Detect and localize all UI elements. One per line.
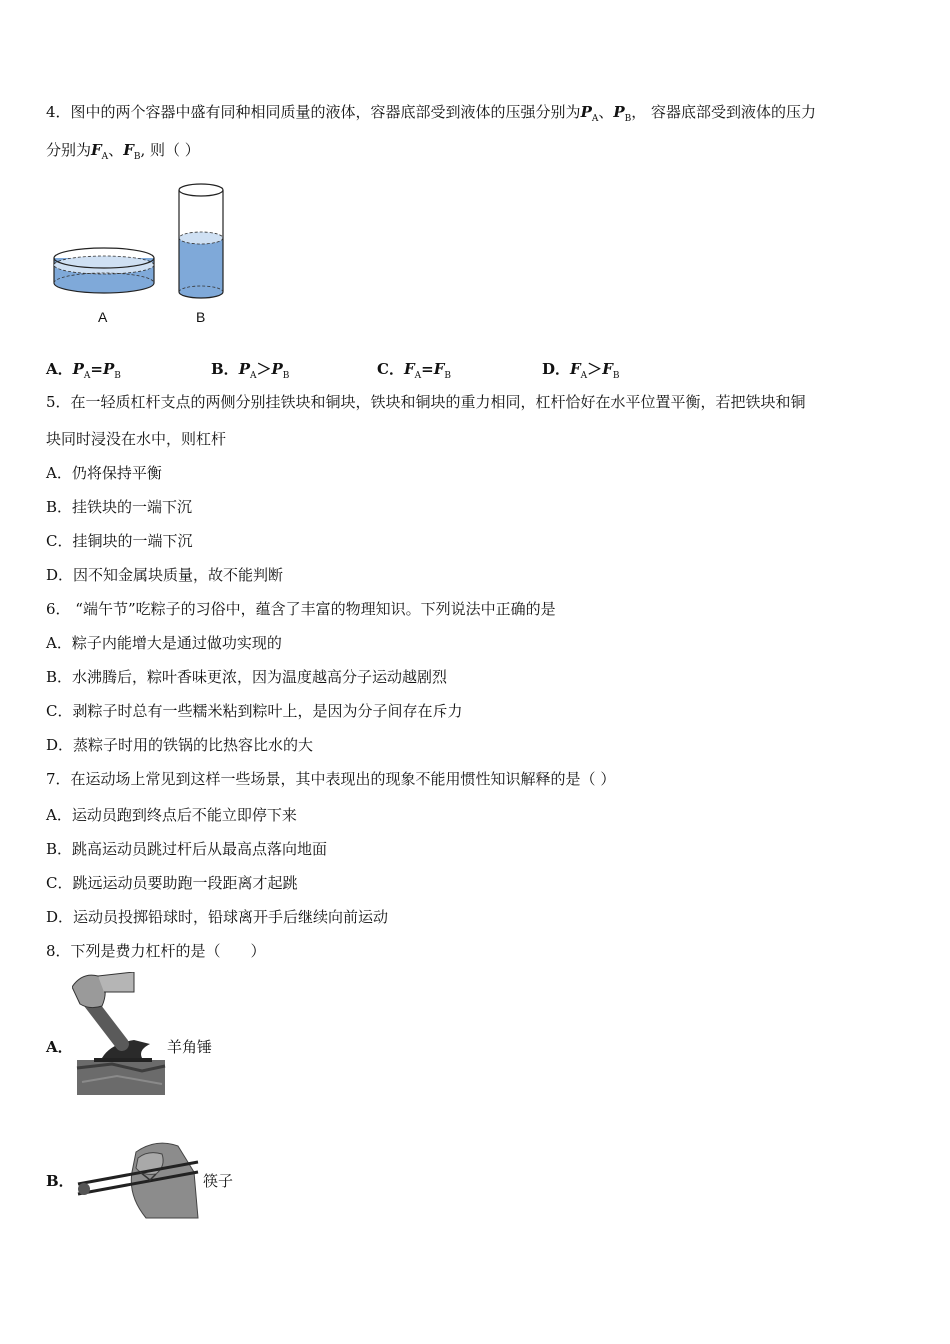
option-key: A．: [46, 360, 73, 378]
q4-option-d[interactable]: [542, 358, 619, 381]
q7-stem: 7．在运动场上常见到这样一些场景，其中表现出的现象不能用惯性知识解释的是（ ）: [46, 770, 616, 788]
q8-stem: 8．下列是费力杠杆的是（ ）: [46, 942, 266, 960]
chopsticks-caption: 筷子: [203, 1172, 234, 1190]
var-sub: B: [612, 371, 620, 381]
q4-options: [46, 358, 746, 381]
operator: =: [421, 360, 434, 378]
var: P: [271, 360, 283, 378]
container-a: [54, 248, 154, 293]
sep: 、: [598, 103, 614, 121]
fb-symbol: F: [123, 141, 134, 159]
q4-stem-line2: [46, 140, 200, 167]
pa-sub: A: [591, 114, 599, 124]
containers-figure: [48, 180, 238, 330]
q6-stem: 6． “端午节”吃粽子的习俗中，蕴含了丰富的物理知识。下列说法中正确的是: [46, 600, 556, 618]
var-sub: A: [249, 371, 257, 381]
option-key: C．: [377, 360, 404, 378]
var: F: [403, 360, 415, 378]
q8-option-a-key[interactable]: A．: [46, 1038, 73, 1056]
q6-option-d[interactable]: D．蒸粽子时用的铁锅的比热容比水的大: [46, 736, 314, 754]
var-sub: A: [83, 371, 91, 381]
q8-option-b-key[interactable]: B．: [46, 1172, 74, 1190]
container-b: [179, 184, 223, 298]
q7-option-b[interactable]: B．跳高运动员跳过杆后从最高点落向地面: [46, 840, 328, 858]
pb-symbol: P: [613, 103, 625, 121]
q7-option-d[interactable]: D．运动员投掷铅球时，铅球离开手后继续向前运动: [46, 908, 389, 926]
q5-stem-line2: 块同时浸没在水中，则杠杆: [46, 430, 227, 448]
operator: ＞: [587, 360, 603, 378]
q4-option-c[interactable]: [377, 358, 451, 381]
pb-sub: B: [624, 114, 632, 124]
var: F: [602, 360, 613, 378]
fa-symbol: F: [91, 141, 102, 159]
var-sub: B: [114, 371, 121, 381]
q6-option-b[interactable]: B．水沸腾后，粽叶香味更浓，因为温度越高分子运动越剧烈: [46, 668, 448, 686]
var-sub: B: [282, 371, 290, 381]
q5-option-d[interactable]: D．因不知金属块质量，故不能判断: [46, 566, 284, 584]
option-key: D．: [542, 360, 571, 378]
fb-sub: B: [133, 152, 141, 162]
q4-option-a[interactable]: [46, 358, 121, 381]
q4-option-b[interactable]: [211, 358, 289, 381]
q4-stem-end2: , 则（ ）: [140, 141, 200, 159]
sep: 、: [108, 141, 124, 159]
q4-stem-line1: [46, 102, 816, 129]
q6-option-a[interactable]: A．粽子内能增大是通过做功实现的: [46, 634, 282, 652]
q5-stem-line1: 5．在一轻质杠杆支点的两侧分别挂铁块和铜块，铁块和铜块的重力相同，杠杆恰好在水平位置平衡，若把铁块和铜: [46, 393, 806, 411]
claw-hammer-caption: 羊角锤: [167, 1038, 213, 1056]
chopsticks-image: [76, 1132, 200, 1220]
q4-stem-text2: 分别为: [46, 141, 92, 159]
claw-hammer-image: [72, 972, 170, 1097]
var: F: [433, 360, 445, 378]
figure-label-a: A: [98, 309, 108, 325]
figure-label-b: B: [196, 309, 206, 325]
q5-option-c[interactable]: C．挂铜块的一端下沉: [46, 532, 193, 550]
var-sub: A: [414, 371, 422, 381]
fa-sub: A: [101, 152, 109, 162]
var: P: [238, 360, 250, 378]
var: F: [570, 360, 581, 378]
q4-stem-end: ， 容器底部受到液体的压力: [631, 103, 817, 121]
q5-option-a[interactable]: A．仍将保持平衡: [46, 464, 162, 482]
q4-stem-text: 4．图中的两个容器中盛有同种相同质量的液体，容器底部受到液体的压强分别为: [46, 103, 581, 121]
var: P: [103, 360, 115, 378]
var: P: [72, 360, 84, 378]
operator: =: [90, 360, 103, 378]
q5-option-b[interactable]: B．挂铁块的一端下沉: [46, 498, 193, 516]
q6-option-c[interactable]: C．剥粽子时总有一些糯米粘到粽叶上，是因为分子间存在斥力: [46, 702, 463, 720]
option-key: B．: [211, 360, 239, 378]
q7-option-c[interactable]: C．跳远运动员要助跑一段距离才起跳: [46, 874, 298, 892]
q7-option-a[interactable]: A．运动员跑到终点后不能立即停下来: [46, 806, 297, 824]
var-sub: A: [580, 371, 588, 381]
var-sub: B: [444, 371, 451, 381]
operator: ＞: [256, 360, 272, 378]
pa-symbol: P: [580, 103, 592, 121]
